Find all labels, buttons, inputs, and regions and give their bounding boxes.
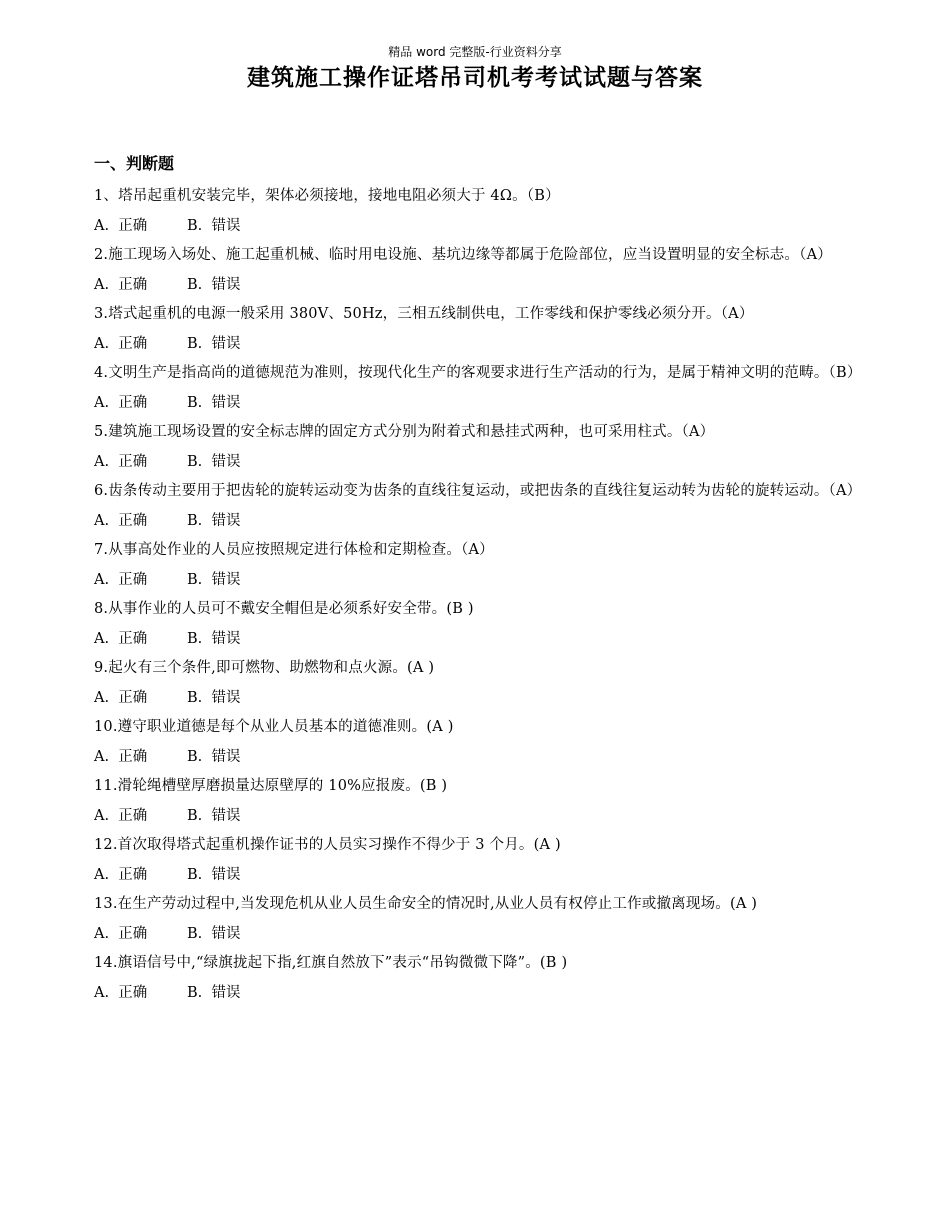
option-a: A. 正确: [94, 394, 148, 411]
option-a: A. 正确: [94, 689, 148, 706]
answer-options: [94, 684, 856, 714]
answer-options: [94, 212, 856, 242]
question-text: 6.齿条传动主要用于把齿轮的旋转运动变为齿条的直线往复运动，或把齿条的直线往复运动转为齿轮的旋转运动。（A）: [94, 483, 862, 499]
option-a: A. 正确: [94, 453, 148, 470]
question-item: [94, 831, 856, 890]
question-item: [94, 772, 856, 831]
question-text: 4.文明生产是指高尚的道德规范为准则，按现代化生产的客观要求进行生产活动的行为，是属于精神文明的范畴。（B）: [94, 365, 862, 381]
question-item: [94, 949, 856, 1008]
answer-options: [94, 920, 856, 950]
question-text: 12.首次取得塔式起重机操作证书的人员实习操作不得少于 3 个月。(A ): [94, 837, 561, 853]
question-item: [94, 241, 856, 300]
option-b: B. 错误: [187, 807, 241, 824]
question-text: 14.旗语信号中,“绿旗拢起下指,红旗自然放下”表示“吊钩微微下降”。(B ): [94, 955, 568, 971]
question-text: 5.建筑施工现场设置的安全标志牌的固定方式分别为附着式和悬挂式两种，也可采用柱式。（A）: [94, 424, 715, 440]
section-heading: 一、判断题: [94, 154, 175, 173]
answer-options: [94, 861, 856, 891]
answer-options: [94, 389, 856, 419]
answer-options: [94, 802, 856, 832]
page-title: 建筑施工操作证塔吊司机考考试试题与答案: [247, 65, 703, 91]
option-b: B. 错误: [187, 984, 241, 1001]
option-b: B. 错误: [187, 394, 241, 411]
option-b: B. 错误: [187, 335, 241, 352]
answer-options: [94, 448, 856, 478]
option-a: A. 正确: [94, 571, 148, 588]
question-text: 2.施工现场入场处、施工起重机械、临时用电设施、基坑边缘等都属于危险部位，应当设置明显的安全标志。（A）: [94, 247, 832, 263]
answer-options: [94, 507, 856, 537]
question-text: 7.从事高处作业的人员应按照规定进行体检和定期检查。（A）: [94, 542, 494, 558]
option-b: B. 错误: [187, 748, 241, 765]
question-item: [94, 890, 856, 949]
option-a: A. 正确: [94, 630, 148, 647]
option-a: A. 正确: [94, 807, 148, 824]
question-item: [94, 418, 856, 477]
option-a: A. 正确: [94, 335, 148, 352]
question-item: [94, 477, 862, 536]
answer-options: [94, 743, 856, 773]
option-a: A. 正确: [94, 984, 148, 1001]
option-b: B. 错误: [187, 866, 241, 883]
question-item: [94, 595, 856, 654]
question-item: [94, 182, 856, 241]
answer-options: [94, 271, 856, 301]
question-text: 1、塔吊起重机安装完毕，架体必须接地，接地电阻必须大于 4Ω。（B）: [94, 188, 560, 204]
option-b: B. 错误: [187, 512, 241, 529]
question-list: [94, 182, 862, 1008]
option-b: B. 错误: [187, 925, 241, 942]
option-b: B. 错误: [187, 571, 241, 588]
question-item: [94, 713, 856, 772]
question-text: 9.起火有三个条件,即可燃物、助燃物和点火源。(A ): [94, 660, 435, 676]
option-a: A. 正确: [94, 748, 148, 765]
answer-options: [94, 625, 856, 655]
option-b: B. 错误: [187, 689, 241, 706]
question-text: 8.从事作业的人员可不戴安全帽但是必须系好安全带。(B ): [94, 601, 474, 617]
question-text: 11.滑轮绳槽壁厚磨损量达原壁厚的 10%应报废。(B ): [94, 778, 448, 794]
question-text: 3.塔式起重机的电源一般采用 380V、50Hz，三相五线制供电，工作零线和保护零线必须分开。（A）: [94, 306, 754, 322]
option-b: B. 错误: [187, 453, 241, 470]
option-a: A. 正确: [94, 217, 148, 234]
answer-options: [94, 330, 856, 360]
answer-options: [94, 566, 856, 596]
option-a: A. 正确: [94, 512, 148, 529]
header-note: 精品 word 完整版-行业资料分享: [388, 45, 562, 59]
question-text: 13.在生产劳动过程中,当发现危机从业人员生命安全的情况时,从业人员有权停止工作或撤离现场。(A ): [94, 896, 758, 912]
option-b: B. 错误: [187, 276, 241, 293]
option-b: B. 错误: [187, 630, 241, 647]
option-a: A. 正确: [94, 925, 148, 942]
question-text: 10.遵守职业道德是每个从业人员基本的道德准则。(A ): [94, 719, 454, 735]
answer-options: [94, 979, 856, 1009]
question-item: [94, 536, 856, 595]
question-item: [94, 300, 856, 359]
question-item: [94, 654, 856, 713]
option-b: B. 错误: [187, 217, 241, 234]
option-a: A. 正确: [94, 276, 148, 293]
option-a: A. 正确: [94, 866, 148, 883]
question-item: [94, 359, 862, 418]
